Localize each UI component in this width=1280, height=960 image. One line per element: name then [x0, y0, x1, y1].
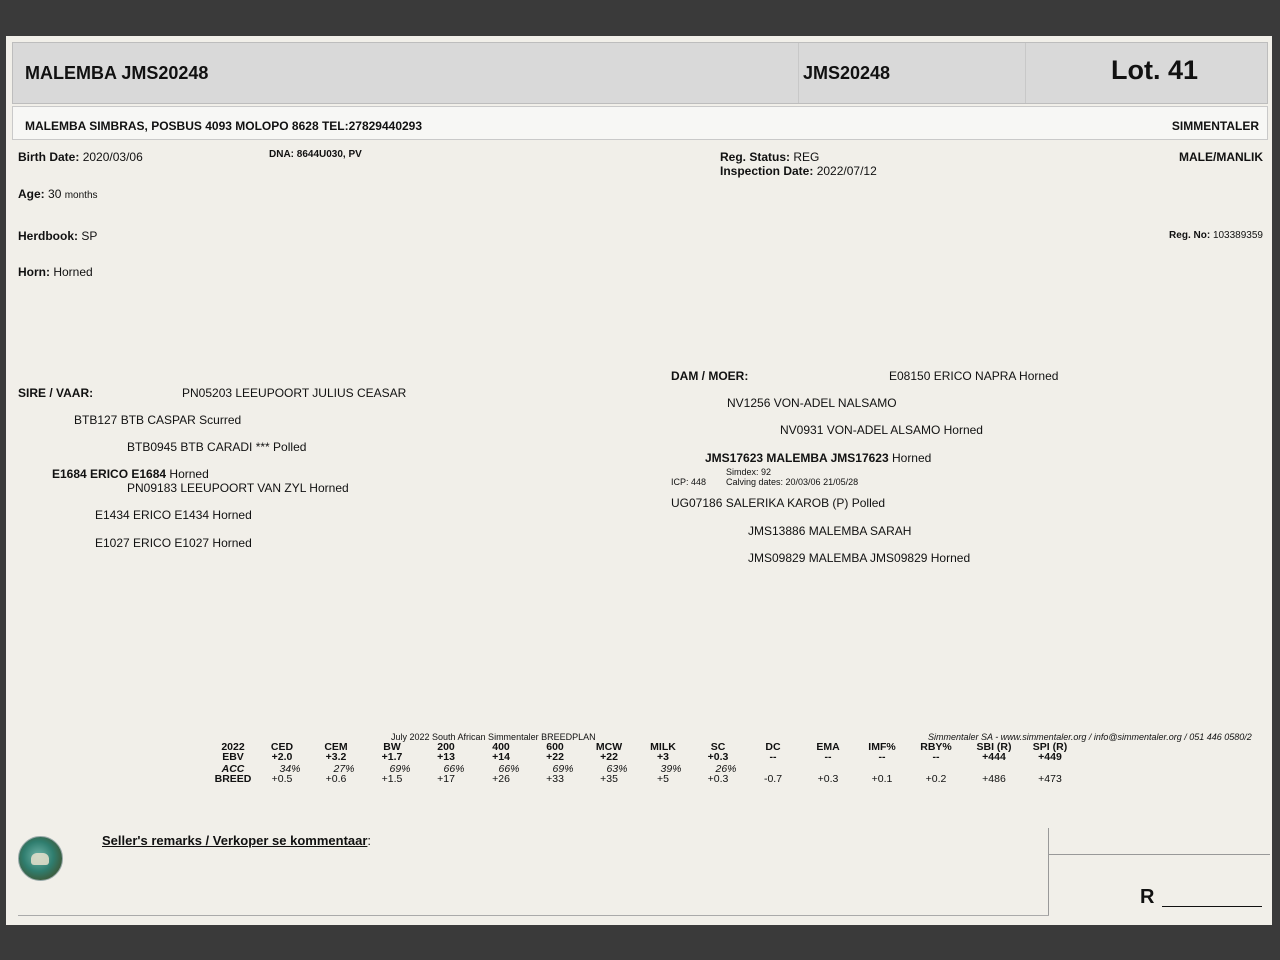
ebv-ebv-cell: -- [932, 751, 940, 763]
ebv-ebv-cell: +0.3 [707, 751, 729, 763]
ebv-breed-cell: +0.6 [325, 773, 347, 785]
sire-dam-horn: Horned [166, 467, 209, 481]
seller-remarks-label: Seller's remarks / Verkoper se kommentaar [102, 833, 368, 848]
ebv-head-cell: CED [270, 741, 294, 753]
ebv-ebv-cell: +1.7 [381, 751, 403, 763]
logo-icon [18, 836, 63, 881]
age-value: 30 [48, 187, 62, 201]
seller-remarks-colon: : [367, 833, 372, 848]
ebv-acc-cell: 69% [552, 763, 574, 775]
sex: MALE/MANLIK [1179, 150, 1263, 164]
inspection-date-value: 2022/07/12 [816, 164, 877, 178]
breeder-address: MALEMBA SIMBRAS, POSBUS 4093 MOLOPO 8628 TEL:27829440293 [25, 119, 423, 133]
sire-sire-sire: BTB0945 BTB CARADI *** Polled [127, 440, 307, 454]
ebv-ebv-cell: -- [824, 751, 832, 763]
birth-date-value: 2020/03/06 [82, 150, 143, 164]
ebv-head-cell: 600 [546, 741, 564, 753]
ebv-row-label: EBV [222, 751, 244, 763]
ebv-breed-cell: +26 [492, 773, 510, 785]
ebv-breed-cell: +5 [657, 773, 669, 785]
ebv-breed-cell: +0.3 [817, 773, 839, 785]
dam-name-bold: JMS17623 MALEMBA JMS17623 [705, 451, 889, 465]
ebv-head-cell: RBY% [920, 741, 952, 753]
ebv-breed-cell: +0.1 [871, 773, 893, 785]
dam-dam: JMS13886 MALEMBA SARAH [748, 524, 912, 538]
age-unit: months [64, 190, 98, 201]
ebv-head-cell: 400 [492, 741, 510, 753]
ebv-ebv-cell: +444 [982, 751, 1006, 763]
lot-header [12, 42, 1268, 104]
reg-status [720, 150, 819, 164]
dam-horn: Horned [888, 451, 932, 465]
ebv-ebv-cell: +449 [1038, 751, 1062, 763]
breedplan-source: Simmentaler SA - www.simmentaler.org / info@simmentaler.org / 051 446 0580/2 [928, 732, 1252, 742]
seller-remarks [102, 833, 371, 848]
dam-name [705, 451, 931, 465]
remarks-divider [1048, 828, 1049, 916]
breed-name: SIMMENTALER [1171, 119, 1259, 133]
reg-no [1169, 230, 1263, 241]
ebv-ebv-cell: +13 [437, 751, 455, 763]
sire-label: SIRE / VAAR: [18, 386, 94, 400]
sire-dam [52, 467, 209, 481]
dam-simdex: Simdex: 92 [726, 467, 772, 477]
dam-dam-top: E08150 ERICO NAPRA Horned [889, 369, 1059, 383]
ebv-breed-cell: +486 [982, 773, 1006, 785]
horn-value: Horned [53, 265, 93, 279]
dam-calving-dates: Calving dates: 20/03/06 21/05/28 [726, 477, 859, 487]
ebv-head-cell: CEM [324, 741, 348, 753]
ebv-breed-cell: +473 [1038, 773, 1062, 785]
lot-number: Lot. 41 [1111, 55, 1199, 85]
ebv-ebv-cell: -- [769, 751, 777, 763]
ebv-ebv-cell: +3 [657, 751, 669, 763]
herdbook [18, 229, 97, 243]
animal-title: MALEMBA JMS20248 [25, 63, 209, 83]
age [18, 187, 98, 201]
ebv-breed-cell: +0.2 [925, 773, 947, 785]
sire-sire-dam: PN09183 LEEUPOORT VAN ZYL Horned [127, 481, 349, 495]
ebv-acc-cell: 69% [389, 763, 411, 775]
ebv-ebv-cell: +22 [546, 751, 564, 763]
birth-date [18, 150, 143, 164]
sire-dam-sire: E1434 ERICO E1434 Horned [95, 508, 252, 522]
horn-label: Horn: [18, 265, 50, 279]
ebv-acc-cell: 63% [606, 763, 628, 775]
herdbook-label: Herdbook: [18, 229, 78, 243]
ebv-head-cell: SPI (R) [1032, 741, 1068, 753]
ebv-row-label: 2022 [221, 741, 245, 753]
ebv-head-cell: IMF% [868, 741, 896, 753]
ebv-head-cell: 200 [437, 741, 455, 753]
ebv-acc-cell: 66% [443, 763, 465, 775]
dam-dam-sire: UG07186 SALERIKA KAROB (P) Polled [671, 496, 886, 510]
ebv-breed-cell: +1.5 [381, 773, 403, 785]
ebv-acc-cell: 26% [715, 763, 737, 775]
horn [18, 265, 93, 279]
dam-icp: ICP: 448 [671, 477, 707, 487]
dam-label: DAM / MOER: [671, 369, 749, 383]
ebv-breed-cell: +0.5 [271, 773, 293, 785]
price-prefix: R [1140, 886, 1155, 908]
ebv-breed-cell: +35 [600, 773, 618, 785]
ebv-ebv-cell: +14 [492, 751, 510, 763]
ebv-head-cell: MILK [650, 741, 676, 753]
dam-dam-dam: JMS09829 MALEMBA JMS09829 Horned [748, 551, 971, 565]
reg-status-value: REG [793, 150, 820, 164]
sire-sire: BTB127 BTB CASPAR Scurred [74, 413, 242, 427]
ebv-ebv-cell: +3.2 [325, 751, 347, 763]
ebv-head-cell: MCW [595, 741, 623, 753]
header-divider [798, 43, 799, 103]
ebv-head-cell: SBI (R) [976, 741, 1012, 753]
animal-reg-code: JMS20248 [803, 63, 891, 83]
dam-sire: NV1256 VON-ADEL NALSAMO [727, 396, 897, 410]
lot-card [6, 36, 1272, 925]
ebv-acc-cell: 27% [333, 763, 355, 775]
ebv-acc-cell: 66% [498, 763, 520, 775]
ebv-row-label: ACC [221, 763, 245, 775]
reg-status-label: Reg. Status: [720, 150, 791, 164]
inspection-date-label: Inspection Date: [720, 164, 814, 178]
header-divider [1025, 43, 1026, 103]
sire-dam-dam: E1027 ERICO E1027 Horned [95, 536, 252, 550]
reg-no-label: Reg. No: [1169, 230, 1211, 241]
ebv-acc-cell: 39% [660, 763, 682, 775]
ebv-head-cell: SC [710, 741, 726, 753]
herdbook-value: SP [81, 229, 98, 243]
ebv-breed-cell: +17 [437, 773, 455, 785]
reg-no-value: 103389359 [1212, 230, 1263, 241]
birth-date-label: Birth Date: [18, 150, 80, 164]
sire-dam-name: E1684 ERICO E1684 [52, 467, 167, 481]
age-label: Age: [18, 187, 45, 201]
ebv-head-cell: DC [765, 741, 781, 753]
breedplan-title: July 2022 South African Simmentaler BREEDPLAN [391, 732, 596, 742]
remarks-bottom-rule [18, 915, 1049, 916]
dna-info: DNA: 8644U030, PV [269, 149, 362, 160]
ebv-breed-cell: +0.3 [707, 773, 729, 785]
ebv-breed-cell: +33 [546, 773, 564, 785]
price-box-divider [1048, 854, 1270, 855]
ebv-row-label: BREED [214, 773, 252, 785]
ebv-breed-cell: -0.7 [763, 773, 783, 785]
ebv-head-cell: BW [383, 741, 401, 753]
dam-sire-sire: NV0931 VON-ADEL ALSAMO Horned [780, 423, 983, 437]
breeder-bar [12, 106, 1268, 140]
sire-name: PN05203 LEEUPOORT JULIUS CEASAR [182, 386, 407, 400]
ebv-head-cell: EMA [816, 741, 840, 753]
ebv-acc-cell: 34% [279, 763, 301, 775]
ebv-ebv-cell: +22 [600, 751, 618, 763]
ebv-ebv-cell: -- [878, 751, 886, 763]
inspection-date [720, 164, 877, 178]
price-input-line[interactable] [1162, 906, 1262, 907]
ebv-ebv-cell: +2.0 [271, 751, 293, 763]
